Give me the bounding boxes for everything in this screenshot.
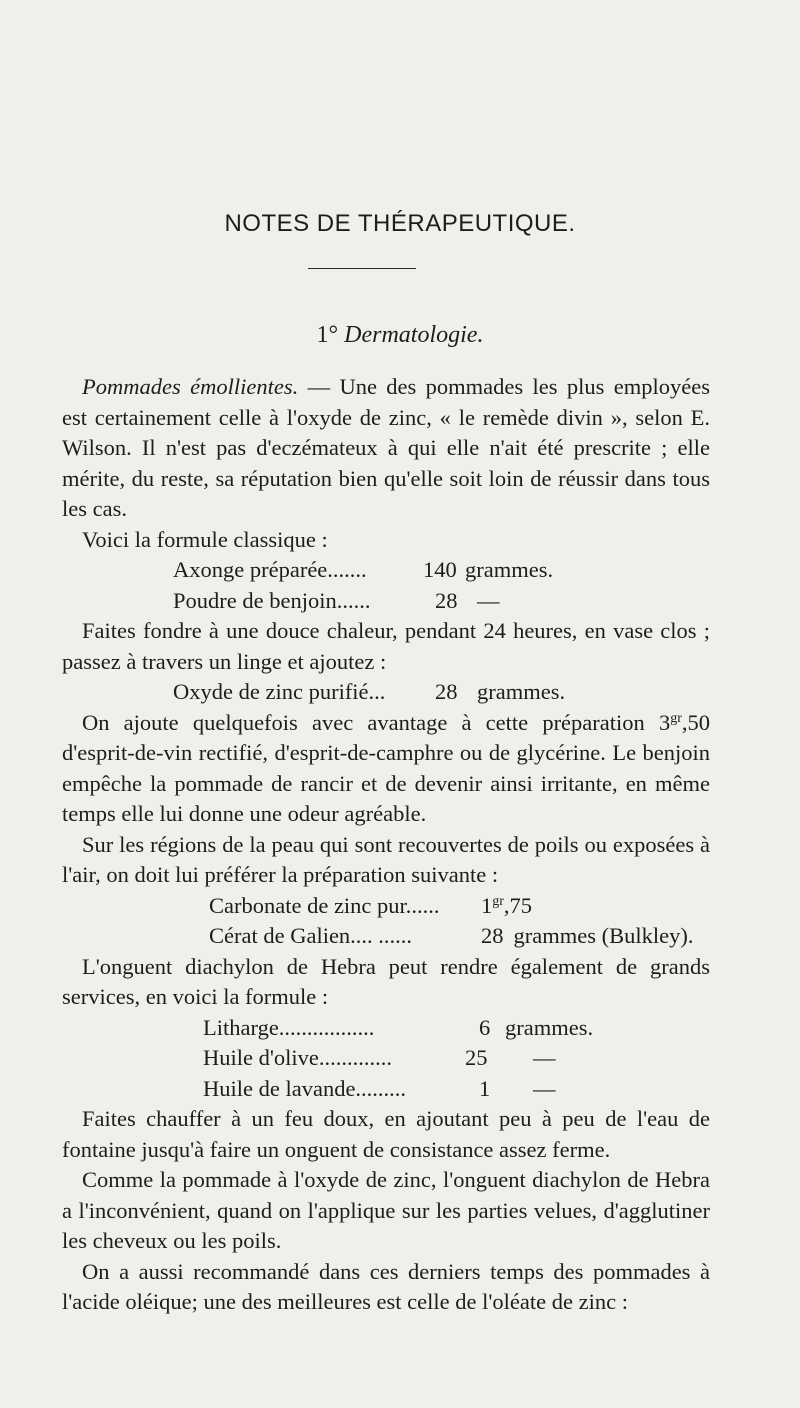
ingredient-name: Litharge................. (203, 1014, 375, 1040)
paragraph-acide-oleique: On a aussi recommandé dans ces derniers temps des pommades à l'acide oléique; une des meilleures est celle de l'oléate de zinc : (62, 1258, 710, 1314)
formula-4 (62, 1013, 710, 1105)
paragraph-preparation: Faites fondre à une douce chaleur, pendant 24 heures, en vase clos ; passez à travers un linge et ajoutez : (62, 618, 710, 674)
ingredient-qty: 28 (435, 679, 458, 704)
ingredient-unit: grammes. (477, 679, 566, 704)
ingredient-name: Poudre de benjoin...... (173, 587, 371, 613)
unit-superscript: gr (670, 710, 682, 726)
ingredient-qty: 25 (465, 1045, 488, 1070)
paragraph-pommades (62, 372, 710, 525)
running-head: NOTES DE THÉRAPEUTIQUE. (224, 210, 576, 237)
paragraph-esprit (62, 708, 710, 830)
ingredient-unit: grammes (Bulkley). (513, 923, 694, 948)
formula-row: Axonge préparée....... 140 grammes. (62, 555, 710, 586)
paragraph-formule-intro: Voici la formule classique : (82, 526, 328, 552)
ingredient-name: Cérat de Galien.... ...... (209, 923, 413, 948)
formula-row (62, 1074, 710, 1105)
paragraph-text: — Une des pommades les plus employées est certainement celle à l'oxyde de zinc, « le remède divin », selon E. Wilson. Il n'est pas d'eczémateux à qui elle n'ait été prescrite ; elle mérite, du reste, sa réputation bien qu'elle soit loin de réussir dans tous les cas. (62, 374, 710, 521)
title-rule (308, 268, 416, 269)
paragraph-regions: Sur les régions de la peau qui sont recouvertes de poils ou exposées à l'air, on doit lui préférer la préparation suivante : (62, 831, 710, 887)
section-heading (0, 322, 800, 349)
ingredient-unit: grammes. (505, 1014, 594, 1040)
formula-row (62, 1043, 710, 1074)
ingredient-unit: grammes. (465, 557, 554, 582)
ingredient-unit: — (533, 1045, 556, 1070)
formula-row (62, 677, 710, 708)
ingredient-unit: — (477, 587, 500, 613)
paragraph-diachylon: L'onguent diachylon de Hebra peut rendre également de grands services, en voici la formule : (62, 953, 710, 1009)
paragraph-chauffer: Faites chauffer à un feu doux, en ajoutant peu à peu de l'eau de fontaine jusqu'à faire un onguent de consistance assez ferme. (62, 1106, 710, 1162)
ingredient-name: Oxyde de zinc purifié... (173, 679, 386, 704)
paragraph-lead: Pommades émollientes. (82, 374, 299, 399)
formula-row (62, 586, 710, 617)
formula-row (62, 891, 710, 922)
ingredient-qty: 28 (481, 923, 504, 948)
paragraph-text: ,50 d'esprit-de-vin rectifié, d'esprit-de-camphre ou de glycérine. Le benjoin empêche la pommade de rancir et de devenir ainsi irritante, en même temps elle lui donne une odeur agréable. (62, 709, 710, 826)
ingredient-name: Carbonate de zinc pur...... (209, 892, 440, 918)
ingredient-qty: 1 (479, 1075, 491, 1101)
paragraph-comparaison: Comme la pommade à l'oxyde de zinc, l'onguent diachylon de Hebra a l'inconvénient, quand on l'applique sur les parties velues, d'agglutiner les cheveux ou les poils. (62, 1167, 710, 1253)
formula-3 (62, 891, 710, 952)
body-text (62, 372, 710, 1318)
ingredient-qty: 28 (435, 587, 458, 613)
formula-row (62, 921, 710, 952)
ingredient-name: Huile de lavande......... (203, 1075, 407, 1101)
ingredient-qty: $1^{gr},75$ (481, 892, 533, 918)
formula-1 (62, 555, 710, 616)
section-number: 1° (316, 322, 339, 348)
formula-2 (62, 677, 710, 708)
formula-row (62, 1013, 710, 1044)
ingredient-qty: 6 (479, 1014, 491, 1040)
ingredient-name: Axonge préparée....... (173, 557, 367, 582)
ingredient-unit: — (533, 1075, 556, 1101)
ingredient-name: Huile d'olive............. (203, 1045, 393, 1070)
paragraph-text: On ajoute quelquefois avec avantage à cette préparation 3 (82, 709, 671, 735)
section-title: Dermatologie. (344, 322, 484, 348)
